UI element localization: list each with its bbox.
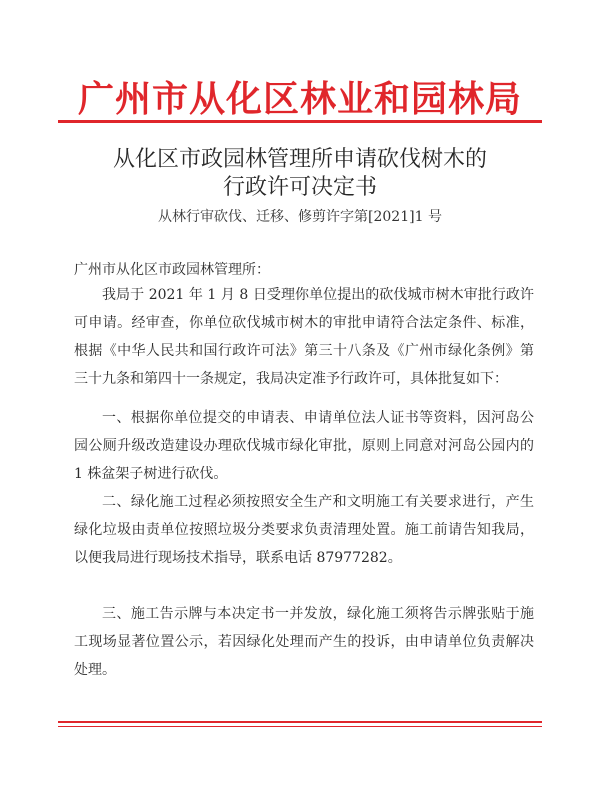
paragraph-item-3: 三、施工告示牌与本决定书一并发放，绿化施工须将告示牌张贴于施工现场显著位置公示，若因绿化处理而产生的投诉，由申请单位负责解决处理。 (74, 606, 534, 678)
paragraph-item-2: 二、绿化施工过程必须按照安全生产和文明施工有关要求进行，产生绿化垃圾由责单位按照垃圾分类要求负责清理处置。施工前请告知我局，以便我局进行现场技术指导，联系电话 87977282。 (74, 494, 534, 566)
footer-red-rule-thick (58, 721, 542, 723)
salutation: 广州市从化区市政园林管理所： (74, 262, 270, 278)
paragraph-intro: 我局于 2021 年 1 月 8 日受理你单位提出的砍伐城市树木审批行政许可申请。经审查，你单位砍伐城市树木的审批申请符合法定条件、标准，根据《中华人民共和国行政许可法》第三十八条及《广州市绿化条例》第三十九条和第四十一条规定，我局决定准予行政许可，具体批复如下： (74, 287, 534, 387)
letterhead-title: 广州市从化区林业和园林局 (77, 79, 522, 120)
document-number: 从林行审砍伐、迁移、修剪许字第[2021]1 号 (158, 209, 442, 225)
document-title-line2: 行政许可决定书 (222, 175, 377, 200)
document-title-line1: 从化区市政园林管理所申请砍伐树木的 (112, 147, 487, 172)
footer-red-rule-thin (58, 726, 542, 727)
letterhead-red-rule (58, 120, 542, 123)
paragraph-item-1: 一、根据你单位提交的申请表、申请单位法人证书等资料，因河岛公园公厕升级改造建设办理砍伐城市绿化审批，原则上同意对河岛公园内的 1 株盆架子树进行砍伐。 (74, 410, 534, 482)
